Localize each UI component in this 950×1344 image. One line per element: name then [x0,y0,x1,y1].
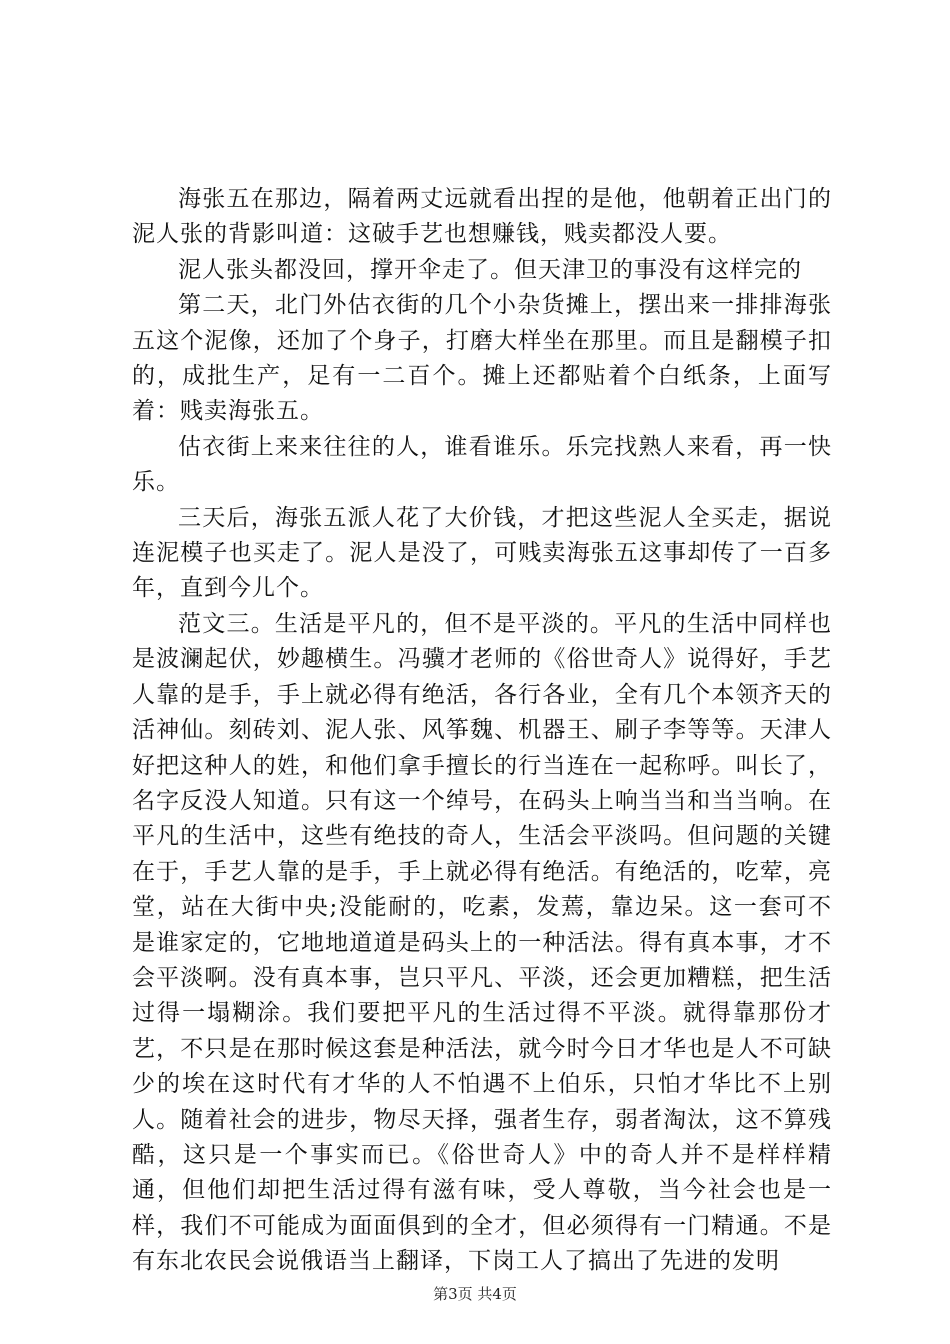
page-footer: 第3页 共4页 [433,1285,517,1303]
paragraph: 估衣街上来来往往的人，谁看谁乐。乐完找熟人来看，再一快乐。 [132,433,832,496]
paragraph: 泥人张头都没回，撑开伞走了。但天津卫的事没有这样完的 [178,256,802,283]
paragraph: 第二天，北门外估衣街的几个小杂货摊上，摆出来一排排海张五这个泥像，还加了个身子，打磨大样坐在那里。而且是翻模子扣的，成批生产，足有一二百个。摊上还都贴着个白纸条，上面写着：贱卖海张五。 [132,292,832,425]
paragraph: 海张五在那边，隔着两丈远就看出捏的是他，他朝着正出门的泥人张的背影叫道：这破手艺也想赚钱，贱卖都没人要。 [132,186,832,248]
paragraph: 三天后，海张五派人花了大价钱，才把这些泥人全买走，据说连泥模子也买走了。泥人是没了，可贱卖海张五这事却传了一百多年，直到今儿个。 [132,504,832,602]
paragraph: 范文三。生活是平凡的，但不是平淡的。平凡的生活中同样也是波澜起伏，妙趣横生。冯骥才老师的《俗世奇人》说得好，手艺人靠的是手，手上就必得有绝活，各行各业，全有几个本领齐天的活神仙。刻砖刘、泥人张、风筝魏、机器王、刷子李等等。天津人好把这种人的姓，和他们拿手擅长的行当连在一起称呼。叫长了，名字反没人知道。只有这一个绰号，在码头上响当当和当当响。在平凡的生活中，这些有绝技的奇人，生活会平淡吗。但问题的关键在于，手艺人靠的是手，手上就必得有绝活。有绝活的，吃荤，亮堂，站在大街中央;没能耐的，吃素，发蔫，靠边呆。这一套可不是谁家定的，它地地道道是码头上的一种活法。得有真本事，才不会平淡啊。没有真本事，岂只平凡、平淡，还会更加糟糕，把生活过得一塌糊涂。我们要把平凡的生活过得不平淡。就得靠那份才艺，不只是在那时候这套是种活法，就今时今日才华也是人不可缺少的埃在这时代有才华的人不怕遇不上伯乐，只怕才华比不上别人。随着社会的进步，物尽天择，强者生存，弱者淘汰，这不算残酷，这只是一个事实而已。《俗世奇人》中的奇人并不是样样精通，但他们却把生活过得有滋有味，受人尊敬，当今社会也是一样，我们不可能成为面面俱到的全才，但必须得有一门精通。不是有东北农民会说俄语当上翻译，下岗工人了搞出了先进的发明 [132,610,832,1275]
document-body [132,182,832,1280]
